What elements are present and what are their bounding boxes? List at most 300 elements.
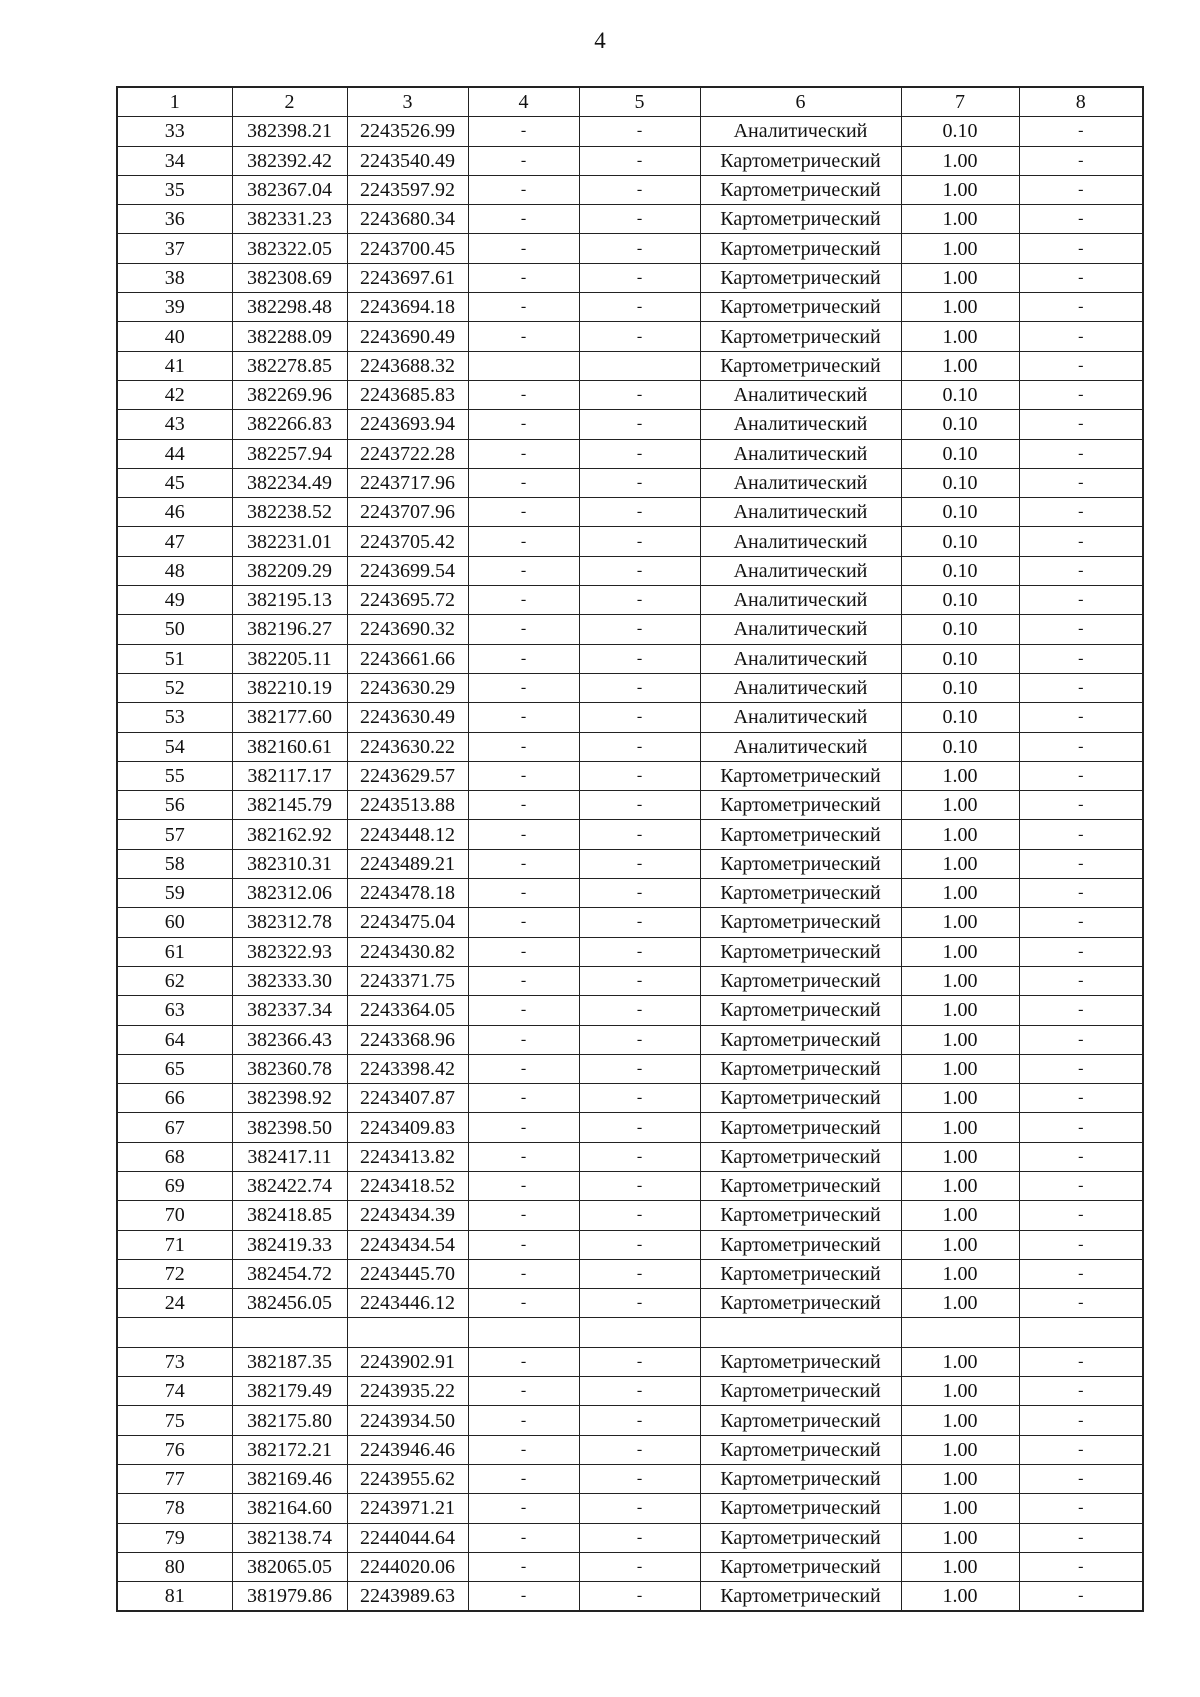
table-cell (1019, 1318, 1143, 1347)
table-row (117, 1318, 1143, 1347)
table-cell: - (1019, 117, 1143, 146)
table-row (117, 1230, 1143, 1259)
table-cell: - (579, 117, 700, 146)
table-row (117, 966, 1143, 995)
table-cell: 382308.69 (232, 263, 347, 292)
table-cell: - (1019, 703, 1143, 732)
table-cell: - (468, 1113, 579, 1142)
table-cell: - (1019, 498, 1143, 527)
table-cell: 77 (117, 1464, 232, 1493)
column-header: 5 (579, 87, 700, 117)
table-row (117, 732, 1143, 761)
table-cell: 382169.46 (232, 1464, 347, 1493)
table-cell: 36 (117, 205, 232, 234)
table-cell: 45 (117, 468, 232, 497)
table-cell: 75 (117, 1406, 232, 1435)
table-cell: 382172.21 (232, 1435, 347, 1464)
table-cell: - (468, 879, 579, 908)
table-cell: - (1019, 1054, 1143, 1083)
table-cell: 1.00 (901, 1406, 1019, 1435)
table-cell: 382257.94 (232, 439, 347, 468)
table-cell: 382288.09 (232, 322, 347, 351)
table-cell: - (468, 1142, 579, 1171)
table-cell: - (1019, 205, 1143, 234)
table-cell: 70 (117, 1201, 232, 1230)
table-cell: Аналитический (700, 498, 901, 527)
table-cell: - (579, 263, 700, 292)
table-cell: - (579, 1494, 700, 1523)
table-cell: 382205.11 (232, 644, 347, 673)
table-cell: - (579, 556, 700, 585)
table-cell: 65 (117, 1054, 232, 1083)
table-cell: 2243971.21 (347, 1494, 468, 1523)
table-cell: 1.00 (901, 263, 1019, 292)
table-cell: 2243445.70 (347, 1259, 468, 1288)
table-cell: 55 (117, 761, 232, 790)
table-row (117, 1201, 1143, 1230)
table-cell: - (579, 527, 700, 556)
table-cell: - (1019, 527, 1143, 556)
table-cell: 2243540.49 (347, 146, 468, 175)
table-cell: - (579, 849, 700, 878)
table-cell: 1.00 (901, 1289, 1019, 1318)
table-row (117, 1142, 1143, 1171)
table-cell: 59 (117, 879, 232, 908)
table-cell: Картометрический (700, 1552, 901, 1581)
table-cell: 382065.05 (232, 1552, 347, 1581)
table-cell: 382454.72 (232, 1259, 347, 1288)
column-header: 6 (700, 87, 901, 117)
table-cell: 42 (117, 380, 232, 409)
table-cell: - (579, 937, 700, 966)
table-cell: 382398.50 (232, 1113, 347, 1142)
table-row (117, 615, 1143, 644)
table-cell: 49 (117, 586, 232, 615)
table-cell: 2243409.83 (347, 1113, 468, 1142)
table-row (117, 117, 1143, 146)
table-cell: - (579, 673, 700, 702)
table-cell: 2244020.06 (347, 1552, 468, 1581)
table-cell: 2243697.61 (347, 263, 468, 292)
column-header: 3 (347, 87, 468, 117)
table-cell: 382322.93 (232, 937, 347, 966)
table-cell: 382234.49 (232, 468, 347, 497)
table-cell: 0.10 (901, 703, 1019, 732)
table-cell: Картометрический (700, 1523, 901, 1552)
table-cell: Картометрический (700, 1259, 901, 1288)
table-row (117, 1347, 1143, 1376)
table-row (117, 293, 1143, 322)
table-cell: - (1019, 732, 1143, 761)
table-cell: 382331.23 (232, 205, 347, 234)
table-cell: Картометрический (700, 146, 901, 175)
table-cell: - (468, 556, 579, 585)
table-cell: 0.10 (901, 527, 1019, 556)
table-cell: 382238.52 (232, 498, 347, 527)
table-row (117, 263, 1143, 292)
table-cell: 52 (117, 673, 232, 702)
table-cell: Картометрический (700, 1113, 901, 1142)
table-cell: - (1019, 1582, 1143, 1612)
table-cell: 2243629.57 (347, 761, 468, 790)
table-cell: - (468, 937, 579, 966)
table-cell: - (1019, 937, 1143, 966)
table-cell: - (579, 498, 700, 527)
table-row (117, 908, 1143, 937)
table-cell: - (1019, 1201, 1143, 1230)
table-cell: Картометрический (700, 1582, 901, 1612)
table-cell: - (579, 1406, 700, 1435)
table-cell: - (468, 1025, 579, 1054)
table-header-row (117, 87, 1143, 117)
table-cell: 382209.29 (232, 556, 347, 585)
table-cell: 382360.78 (232, 1054, 347, 1083)
table-cell: Аналитический (700, 527, 901, 556)
table-row (117, 556, 1143, 585)
table-cell: 2243448.12 (347, 820, 468, 849)
table-cell: - (1019, 468, 1143, 497)
table-cell: - (1019, 1171, 1143, 1200)
table-cell: 2243526.99 (347, 117, 468, 146)
table-cell: - (468, 380, 579, 409)
table-cell: - (1019, 410, 1143, 439)
table-cell: 381979.86 (232, 1582, 347, 1612)
table-cell: 1.00 (901, 849, 1019, 878)
table-cell: 382175.80 (232, 1406, 347, 1435)
table-cell (700, 1318, 901, 1347)
page-number: 4 (594, 28, 606, 53)
table-cell: 382456.05 (232, 1289, 347, 1318)
table-row (117, 1025, 1143, 1054)
table-cell: - (468, 703, 579, 732)
table-cell: 382195.13 (232, 586, 347, 615)
table-cell: Картометрический (700, 1201, 901, 1230)
table-cell: - (1019, 1347, 1143, 1376)
table-cell: - (1019, 439, 1143, 468)
table-cell: 2243700.45 (347, 234, 468, 263)
table-cell: - (1019, 1406, 1143, 1435)
table-cell: - (579, 1142, 700, 1171)
table-cell: Картометрический (700, 937, 901, 966)
table-cell: - (579, 1464, 700, 1493)
table-row (117, 1523, 1143, 1552)
table-cell: Аналитический (700, 703, 901, 732)
table-cell: - (468, 1347, 579, 1376)
table-cell: 1.00 (901, 1084, 1019, 1113)
table-cell: 1.00 (901, 1142, 1019, 1171)
table-cell: Картометрический (700, 1054, 901, 1083)
table-cell: - (579, 1582, 700, 1612)
table-cell: 76 (117, 1435, 232, 1464)
table-cell: 2243630.49 (347, 703, 468, 732)
table-cell: - (1019, 1464, 1143, 1493)
table-cell: 1.00 (901, 937, 1019, 966)
table-cell: 0.10 (901, 732, 1019, 761)
table-cell: - (468, 527, 579, 556)
table-cell: Картометрический (700, 761, 901, 790)
table-cell: 2243446.12 (347, 1289, 468, 1318)
table-cell: 2243699.54 (347, 556, 468, 585)
table-cell: 2243688.32 (347, 351, 468, 380)
table-cell: - (468, 586, 579, 615)
table-cell: 1.00 (901, 1377, 1019, 1406)
table-cell: 2243690.49 (347, 322, 468, 351)
table-cell: 64 (117, 1025, 232, 1054)
table-cell: - (468, 234, 579, 263)
table-cell: 24 (117, 1289, 232, 1318)
table-cell: - (468, 996, 579, 1025)
table-cell: Картометрический (700, 966, 901, 995)
table-cell: 73 (117, 1347, 232, 1376)
table-cell: Картометрический (700, 1171, 901, 1200)
table-cell: - (579, 322, 700, 351)
table-cell: - (1019, 1113, 1143, 1142)
table-cell: - (1019, 351, 1143, 380)
table-cell: 51 (117, 644, 232, 673)
table-cell: 62 (117, 966, 232, 995)
table-cell: Картометрический (700, 1435, 901, 1464)
table-cell: 0.10 (901, 439, 1019, 468)
table-cell: 2243371.75 (347, 966, 468, 995)
table-cell: 56 (117, 791, 232, 820)
table-cell: - (579, 703, 700, 732)
table-cell: Картометрический (700, 1464, 901, 1493)
table-cell: 1.00 (901, 234, 1019, 263)
table-cell: Картометрический (700, 1230, 901, 1259)
table-cell: Аналитический (700, 380, 901, 409)
table-cell: - (1019, 293, 1143, 322)
table-cell: 81 (117, 1582, 232, 1612)
table-cell: - (579, 1084, 700, 1113)
table-cell: 53 (117, 703, 232, 732)
table-cell: - (468, 908, 579, 937)
table-cell: 58 (117, 849, 232, 878)
table-cell: - (579, 1054, 700, 1083)
table-row (117, 1259, 1143, 1288)
table-row (117, 1171, 1143, 1200)
table-cell: - (579, 732, 700, 761)
table-cell: - (468, 791, 579, 820)
table-cell: - (1019, 1259, 1143, 1288)
table-cell: Картометрический (700, 908, 901, 937)
table-row (117, 586, 1143, 615)
table-cell: - (579, 1201, 700, 1230)
table-cell: 46 (117, 498, 232, 527)
table-row (117, 439, 1143, 468)
table-cell: Картометрический (700, 1377, 901, 1406)
table-cell: Картометрический (700, 1347, 901, 1376)
table-cell: Картометрический (700, 175, 901, 204)
table-cell: - (1019, 1025, 1143, 1054)
table-cell: Картометрический (700, 1142, 901, 1171)
table-cell: - (1019, 175, 1143, 204)
table-cell: 1.00 (901, 1113, 1019, 1142)
table-cell: - (579, 234, 700, 263)
table-cell: Аналитический (700, 586, 901, 615)
table-cell: 382278.85 (232, 351, 347, 380)
table-cell: 1.00 (901, 761, 1019, 790)
table-cell: - (468, 761, 579, 790)
table-cell: 382419.33 (232, 1230, 347, 1259)
table-cell: Картометрический (700, 234, 901, 263)
table-cell: - (468, 293, 579, 322)
table-cell: 2243398.42 (347, 1054, 468, 1083)
table-cell: 2243935.22 (347, 1377, 468, 1406)
table-cell: - (1019, 556, 1143, 585)
table-cell: - (1019, 673, 1143, 702)
table-cell: 1.00 (901, 908, 1019, 937)
table-row (117, 205, 1143, 234)
table-cell: 1.00 (901, 1054, 1019, 1083)
table-cell: 74 (117, 1377, 232, 1406)
table-cell: 1.00 (901, 1025, 1019, 1054)
table-cell: 1.00 (901, 351, 1019, 380)
table-cell: 1.00 (901, 293, 1019, 322)
table-cell: 1.00 (901, 146, 1019, 175)
table-cell: - (1019, 966, 1143, 995)
table-cell: - (468, 146, 579, 175)
table-cell: - (579, 1171, 700, 1200)
table-cell: 54 (117, 732, 232, 761)
table-cell: 0.10 (901, 586, 1019, 615)
table-body (117, 117, 1143, 1612)
table-cell: 41 (117, 351, 232, 380)
table-cell (117, 1318, 232, 1347)
table-cell: 382177.60 (232, 703, 347, 732)
table-cell: 2243989.63 (347, 1582, 468, 1612)
table-cell: - (579, 1259, 700, 1288)
table-row (117, 879, 1143, 908)
table-row (117, 703, 1143, 732)
table-row (117, 322, 1143, 351)
table-cell: - (468, 117, 579, 146)
table-cell: 2243430.82 (347, 937, 468, 966)
table-cell: 0.10 (901, 468, 1019, 497)
table-cell: Картометрический (700, 1084, 901, 1113)
table-cell: - (579, 966, 700, 995)
table-cell: 57 (117, 820, 232, 849)
table-row (117, 1435, 1143, 1464)
table-row (117, 1582, 1143, 1612)
table-cell: Аналитический (700, 673, 901, 702)
table-cell: 1.00 (901, 1494, 1019, 1523)
table-row (117, 527, 1143, 556)
table-row (117, 996, 1143, 1025)
table-cell: - (579, 615, 700, 644)
table-cell: - (579, 468, 700, 497)
table-cell: 35 (117, 175, 232, 204)
table-cell: - (468, 468, 579, 497)
table-cell: 382418.85 (232, 1201, 347, 1230)
table-cell: 0.10 (901, 615, 1019, 644)
table-cell: - (1019, 849, 1143, 878)
table-cell: 382298.48 (232, 293, 347, 322)
table-cell: - (1019, 1552, 1143, 1581)
table-cell: - (1019, 322, 1143, 351)
table-cell: Аналитический (700, 439, 901, 468)
table-cell: 2243513.88 (347, 791, 468, 820)
table-cell: 2243694.18 (347, 293, 468, 322)
table-cell: 2243475.04 (347, 908, 468, 937)
table-cell: 63 (117, 996, 232, 1025)
table-cell: 1.00 (901, 1347, 1019, 1376)
table-cell: - (468, 820, 579, 849)
table-cell: - (468, 1054, 579, 1083)
table-row (117, 351, 1143, 380)
table-cell: 382179.49 (232, 1377, 347, 1406)
table-cell: - (468, 1201, 579, 1230)
table-cell: 382322.05 (232, 234, 347, 263)
table-cell: 382231.01 (232, 527, 347, 556)
table-cell: - (468, 966, 579, 995)
table-cell: - (579, 1113, 700, 1142)
table-cell: 1.00 (901, 1201, 1019, 1230)
table-cell: 382266.83 (232, 410, 347, 439)
column-header: 1 (117, 87, 232, 117)
table-cell: 1.00 (901, 1552, 1019, 1581)
table-cell: 1.00 (901, 1464, 1019, 1493)
table-cell: - (468, 1084, 579, 1113)
table-cell: - (1019, 761, 1143, 790)
table-cell: 61 (117, 937, 232, 966)
table-cell: - (1019, 1494, 1143, 1523)
table-cell: 2243407.87 (347, 1084, 468, 1113)
table-cell: 2243418.52 (347, 1171, 468, 1200)
table-cell: Аналитический (700, 556, 901, 585)
table-cell: 68 (117, 1142, 232, 1171)
table-cell: 2243368.96 (347, 1025, 468, 1054)
table-cell: 44 (117, 439, 232, 468)
table-cell: - (579, 586, 700, 615)
table-cell: 1.00 (901, 1582, 1019, 1612)
table-cell: 1.00 (901, 1435, 1019, 1464)
table-cell: 66 (117, 1084, 232, 1113)
table-cell: 0.10 (901, 673, 1019, 702)
table-cell: 34 (117, 146, 232, 175)
table-cell: Аналитический (700, 468, 901, 497)
table-cell: 382187.35 (232, 1347, 347, 1376)
table-cell: 382138.74 (232, 1523, 347, 1552)
table-cell: 0.10 (901, 556, 1019, 585)
table-cell: 2243630.22 (347, 732, 468, 761)
table-cell: 78 (117, 1494, 232, 1523)
table-row (117, 146, 1143, 175)
table-cell: 2243690.32 (347, 615, 468, 644)
table-cell (579, 1318, 700, 1347)
table-row (117, 380, 1143, 409)
table-cell: 1.00 (901, 966, 1019, 995)
table-cell: Картометрический (700, 820, 901, 849)
table-cell: 382312.06 (232, 879, 347, 908)
table-cell: Аналитический (700, 117, 901, 146)
table-cell: 1.00 (901, 1171, 1019, 1200)
table-row (117, 820, 1143, 849)
table-cell: - (579, 1230, 700, 1259)
table-cell: Картометрический (700, 322, 901, 351)
table-cell: 33 (117, 117, 232, 146)
table-cell: 382337.34 (232, 996, 347, 1025)
table-cell: 382398.21 (232, 117, 347, 146)
coordinates-table (116, 86, 1144, 1612)
table-cell: 0.10 (901, 380, 1019, 409)
table-cell: 382417.11 (232, 1142, 347, 1171)
table-cell: Картометрический (700, 263, 901, 292)
table-cell: 2243434.54 (347, 1230, 468, 1259)
table-cell: - (468, 1435, 579, 1464)
column-header: 4 (468, 87, 579, 117)
table-cell: 72 (117, 1259, 232, 1288)
table-cell: 382210.19 (232, 673, 347, 702)
